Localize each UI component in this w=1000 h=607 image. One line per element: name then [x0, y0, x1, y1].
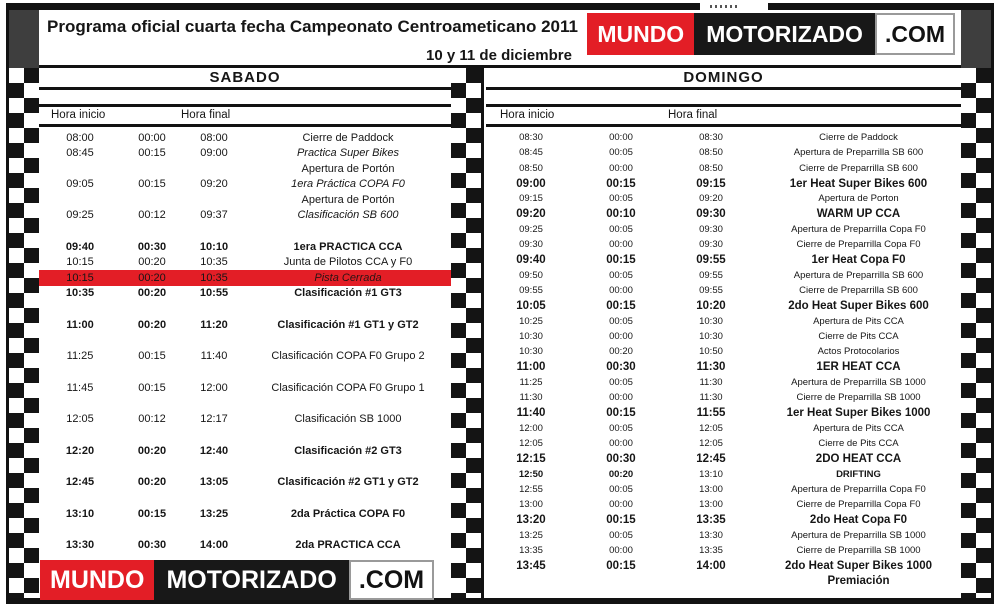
- start-time: 10:15: [66, 271, 94, 284]
- start-time: 10:30: [519, 346, 543, 358]
- duration: 00:05: [609, 376, 633, 388]
- duration: 00:20: [138, 256, 166, 269]
- end-time: 09:55: [699, 285, 723, 297]
- mundo-motorizado-logo-bottom: [40, 560, 434, 600]
- schedule-row: [39, 443, 451, 459]
- schedule-row: [39, 475, 451, 491]
- end-time: 09:37: [200, 209, 228, 222]
- activity: Premiación: [827, 575, 890, 588]
- activity: Clasificación SB 600: [297, 209, 399, 222]
- schedule-row: [39, 177, 451, 193]
- activity: 1era Práctica COPA F0: [291, 178, 405, 191]
- schedule-row: [486, 268, 961, 283]
- activity: Cierre de Pits CCA: [818, 438, 899, 450]
- schedule-row: [486, 512, 961, 527]
- schedule-row: [39, 349, 451, 365]
- activity: 1era PRACTICA CCA: [293, 240, 403, 253]
- activity: 1er Heat Super Bikes 600: [789, 177, 928, 190]
- schedule-row: [486, 222, 961, 237]
- end-time: 10:30: [699, 331, 723, 342]
- duration: 00:00: [609, 285, 633, 297]
- schedule-row: [486, 528, 961, 543]
- activity: Cierre de Paddock: [302, 131, 394, 144]
- checkered-border-middle: [451, 68, 481, 598]
- duration: 00:12: [138, 209, 166, 222]
- duration: 00:15: [138, 381, 166, 394]
- duration: 00:00: [609, 499, 633, 511]
- schedule-row: [486, 145, 961, 160]
- logo-mundo: MUNDO: [40, 560, 154, 600]
- activity: Cierre de Preparrilla SB 1000: [796, 545, 921, 557]
- activity: Apertura de Portón: [301, 193, 395, 206]
- activity: Clasificación SB 1000: [294, 413, 402, 426]
- start-time: 13:20: [516, 514, 546, 527]
- activity: Practica Super Bikes: [296, 147, 400, 160]
- start-time: 10:25: [519, 315, 543, 327]
- schedule-row: [486, 344, 961, 359]
- duration: 00:15: [606, 514, 636, 527]
- checkered-pattern: [9, 68, 39, 598]
- duration: 00:00: [609, 331, 633, 342]
- activity: Apertura de Preparrilla SB 1000: [791, 376, 926, 388]
- duration: 00:30: [606, 452, 636, 465]
- start-time: 11:00: [66, 318, 94, 331]
- duration: 00:20: [609, 346, 633, 358]
- end-time: 13:05: [199, 476, 229, 489]
- schedule-row: [39, 380, 451, 396]
- end-time: 12:40: [199, 444, 229, 457]
- schedule-row: [486, 130, 961, 145]
- start-time: 08:45: [519, 147, 543, 159]
- activity: Apertura de Pits CCA: [813, 315, 904, 327]
- schedule-row: [39, 208, 451, 224]
- start-time: 09:25: [66, 209, 94, 222]
- duration: 00:15: [606, 299, 636, 312]
- start-time: 12:05: [519, 438, 543, 450]
- activity: Apertura de Pits CCA: [813, 422, 904, 434]
- start-time: 13:00: [519, 499, 543, 511]
- end-time: 09:20: [200, 178, 228, 191]
- logo-mundo: MUNDO: [587, 13, 694, 55]
- schedule-row: [39, 130, 451, 146]
- activity: 2DO HEAT CCA: [815, 452, 902, 465]
- schedule-row: [39, 286, 451, 302]
- activity: WARM UP CCA: [816, 208, 901, 221]
- schedule-row: [486, 482, 961, 497]
- activity: Cierre de Paddock: [819, 132, 898, 144]
- top-edge-notch: [700, 3, 768, 10]
- duration: 00:15: [138, 147, 166, 160]
- schedule-row: [39, 146, 451, 162]
- schedule-row: [486, 206, 961, 221]
- logo-com: .COM: [349, 560, 434, 600]
- checkered-border-left: [9, 10, 39, 598]
- schedule-row: [39, 270, 451, 286]
- end-time: 12:17: [200, 413, 228, 426]
- schedule-row: [39, 412, 451, 428]
- duration: 00:30: [137, 240, 167, 253]
- schedule-row: [486, 390, 961, 405]
- start-time: 13:25: [519, 529, 543, 541]
- schedule-row: [486, 191, 961, 206]
- activity: Clasificación #1 GT1 y GT2: [277, 318, 419, 331]
- duration: 00:00: [609, 438, 633, 450]
- event-date: 10 y 11 de diciembre: [426, 47, 572, 64]
- start-time: 13:30: [65, 539, 95, 552]
- schedule-row: [486, 161, 961, 176]
- start-time: 09:15: [519, 193, 543, 205]
- schedule-row: [39, 161, 451, 177]
- end-time: 12:05: [699, 422, 723, 434]
- schedule-row: [486, 558, 961, 573]
- end-time: 08:30: [699, 132, 723, 144]
- start-time: 11:30: [519, 392, 543, 404]
- checkered-border-right: [961, 10, 991, 598]
- start-time: 09:05: [66, 178, 94, 191]
- duration: 00:15: [137, 507, 167, 520]
- middle-divider-line: [481, 68, 484, 598]
- start-time: 12:50: [518, 468, 544, 480]
- end-time: 08:00: [200, 131, 228, 144]
- end-time: 10:35: [200, 256, 228, 269]
- duration: 00:15: [606, 254, 636, 267]
- duration: 00:12: [138, 413, 166, 426]
- start-time: 12:05: [66, 413, 94, 426]
- activity: Apertura de Preparrilla Copa F0: [791, 483, 926, 495]
- duration: 00:20: [608, 468, 634, 480]
- saturday-column-headers: [39, 104, 451, 127]
- duration: 00:05: [609, 529, 633, 541]
- end-time: 10:10: [199, 240, 229, 253]
- start-time: 10:15: [66, 256, 94, 269]
- start-time: 11:40: [516, 406, 546, 419]
- schedule-row: [486, 451, 961, 466]
- start-time: 10:05: [516, 299, 546, 312]
- activity: Apertura de Portón: [301, 162, 395, 175]
- end-time: 12:05: [699, 438, 723, 450]
- activity: Cierre de Preparrilla SB 600: [799, 162, 918, 174]
- sunday-schedule: [486, 130, 961, 589]
- activity: 2do Heat Copa F0: [809, 514, 908, 527]
- end-time: 11:20: [200, 318, 228, 331]
- hora-inicio-label: Hora inicio: [500, 109, 555, 121]
- duration: 00:20: [137, 476, 167, 489]
- schedule-row: [486, 421, 961, 436]
- start-time: 08:45: [66, 147, 94, 160]
- hora-final-label: Hora final: [181, 109, 231, 121]
- schedule-row: [39, 192, 451, 208]
- end-time: 10:50: [699, 346, 723, 358]
- end-time: 10:30: [699, 315, 723, 327]
- end-time: 13:30: [699, 529, 723, 541]
- duration: 00:00: [609, 239, 633, 251]
- schedule-row: [39, 538, 451, 554]
- activity: 2do Heat Super Bikes 600: [788, 299, 929, 312]
- start-time: 09:55: [519, 285, 543, 297]
- schedule-row: [486, 497, 961, 512]
- start-time: 09:25: [519, 223, 543, 235]
- end-time: 08:50: [699, 162, 723, 174]
- duration: 00:10: [606, 208, 636, 221]
- start-time: 11:00: [516, 361, 546, 374]
- duration: 00:05: [609, 193, 633, 205]
- schedule-row: [486, 298, 961, 313]
- schedule-row: [486, 283, 961, 298]
- activity: 1er Heat Super Bikes 1000: [786, 406, 931, 419]
- activity: Clasificación #2 GT3: [294, 444, 402, 457]
- saturday-panel: [39, 68, 451, 553]
- end-time: 14:00: [199, 539, 229, 552]
- end-time: 13:25: [199, 507, 229, 520]
- start-time: 10:35: [65, 287, 95, 300]
- end-time: 09:55: [699, 269, 723, 281]
- schedule-row: [486, 543, 961, 558]
- duration: 00:00: [138, 131, 166, 144]
- start-time: 13:45: [516, 559, 546, 572]
- start-time: 11:25: [519, 376, 543, 388]
- end-time: 13:35: [699, 545, 723, 557]
- duration: 00:00: [609, 162, 633, 174]
- sunday-column-headers: [486, 104, 961, 127]
- duration: 00:15: [138, 350, 166, 363]
- end-time: 10:35: [200, 271, 228, 284]
- start-time: 13:35: [519, 545, 543, 557]
- schedule-row: [486, 405, 961, 420]
- activity: Apertura de Preparrilla Copa F0: [791, 223, 926, 235]
- activity: Cierre de Pits CCA: [818, 331, 899, 342]
- logo-com: .COM: [875, 13, 955, 55]
- start-time: 09:30: [519, 239, 543, 251]
- corner-block-right: [961, 10, 991, 68]
- activity: Apertura de Preparrilla SB 1000: [791, 529, 926, 541]
- end-time: 11:30: [699, 392, 723, 404]
- activity: Apertura de Preparrilla SB 600: [793, 269, 924, 281]
- start-time: 12:55: [519, 483, 543, 495]
- schedule-row: [486, 176, 961, 191]
- duration: 00:00: [609, 545, 633, 557]
- activity: Pista Cerrada: [314, 271, 382, 284]
- corner-block-left: [9, 10, 39, 68]
- saturday-schedule: [39, 130, 451, 553]
- duration: 00:20: [137, 318, 167, 331]
- activity: Clasificación #1 GT3: [294, 287, 402, 300]
- start-time: 13:10: [65, 507, 95, 520]
- logo-motorizado: MOTORIZADO: [694, 13, 875, 55]
- hora-final-label: Hora final: [668, 109, 718, 121]
- start-time: 09:20: [516, 208, 546, 221]
- end-time: 09:55: [696, 254, 726, 267]
- end-time: 10:20: [696, 299, 726, 312]
- end-time: 13:00: [699, 483, 723, 495]
- sunday-header: DOMINGO: [486, 68, 961, 90]
- sunday-panel: [486, 68, 961, 589]
- end-time: 11:40: [200, 350, 228, 363]
- schedule-row: [39, 255, 451, 271]
- document-title: Programa oficial cuarta fecha Campeonato Centroameticano 2011: [47, 17, 578, 36]
- start-time: 12:45: [65, 476, 95, 489]
- schedule-row: [486, 467, 961, 482]
- schedule-row: [39, 317, 451, 333]
- schedule-row: [486, 252, 961, 267]
- end-time: 11:30: [696, 361, 726, 374]
- end-time: 11:55: [696, 406, 726, 419]
- end-time: 09:30: [699, 223, 723, 235]
- saturday-header: SABADO: [39, 68, 451, 90]
- schedule-row: [486, 237, 961, 252]
- activity: Junta de Pilotos CCA y F0: [283, 256, 413, 269]
- end-time: 13:00: [699, 499, 723, 511]
- duration: 00:30: [606, 361, 636, 374]
- activity: Clasificación COPA F0 Grupo 2: [271, 350, 425, 363]
- schedule-row: [486, 375, 961, 390]
- start-time: 12:15: [516, 452, 546, 465]
- end-time: 09:00: [200, 147, 228, 160]
- duration: 00:05: [609, 422, 633, 434]
- activity: 2do Heat Super Bikes 1000: [784, 559, 932, 572]
- start-time: 12:00: [519, 422, 543, 434]
- activity: Cierre de Preparrilla SB 1000: [796, 392, 921, 404]
- duration: 00:20: [137, 287, 167, 300]
- activity: 2da Práctica COPA F0: [290, 507, 406, 520]
- schedule-row: [486, 329, 961, 344]
- duration: 00:15: [606, 177, 636, 190]
- activity: 2da PRACTICA CCA: [295, 539, 401, 552]
- activity: Clasificación COPA F0 Grupo 1: [271, 381, 425, 394]
- duration: 00:00: [609, 392, 633, 404]
- end-time: 09:20: [699, 193, 723, 205]
- end-time: 13:35: [696, 514, 726, 527]
- activity: DRIFTING: [836, 468, 881, 480]
- start-time: 09:50: [519, 269, 543, 281]
- end-time: 11:30: [699, 376, 723, 388]
- start-time: 12:20: [65, 444, 95, 457]
- start-time: 08:30: [519, 132, 543, 144]
- logo-motorizado: MOTORIZADO: [154, 560, 348, 600]
- end-time: 09:30: [699, 239, 723, 251]
- duration: 00:15: [606, 406, 636, 419]
- schedule-row: [486, 436, 961, 451]
- end-time: 09:30: [696, 208, 726, 221]
- document-header: [39, 10, 961, 68]
- duration: 00:00: [609, 132, 633, 144]
- schedule-row: [486, 574, 961, 589]
- start-time: 11:45: [66, 381, 94, 394]
- duration: 00:05: [609, 483, 633, 495]
- duration: 00:30: [137, 539, 167, 552]
- end-time: 12:00: [200, 381, 228, 394]
- start-time: 10:30: [519, 331, 543, 342]
- duration: 00:20: [138, 271, 166, 284]
- start-time: 08:50: [519, 162, 543, 174]
- activity: Clasificación #2 GT1 y GT2: [277, 476, 419, 489]
- duration: 00:05: [609, 147, 633, 159]
- start-time: 09:00: [516, 177, 546, 190]
- end-time: 10:55: [199, 287, 229, 300]
- end-time: 08:50: [699, 147, 723, 159]
- mundo-motorizado-logo-top: [587, 13, 955, 55]
- end-time: 14:00: [696, 559, 726, 572]
- activity: 1er Heat Copa F0: [811, 254, 906, 267]
- start-time: 11:25: [66, 350, 94, 363]
- checkered-pattern: [961, 68, 991, 598]
- schedule-row: [486, 314, 961, 329]
- schedule-row: [39, 239, 451, 255]
- start-time: 08:00: [66, 131, 94, 144]
- activity: Cierre de Preparrilla Copa F0: [796, 239, 921, 251]
- duration: 00:05: [609, 269, 633, 281]
- activity: Actos Protocolarios: [817, 346, 900, 358]
- start-time: 09:40: [516, 254, 546, 267]
- activity: 1ER HEAT CCA: [816, 361, 901, 374]
- activity: Cierre de Preparrilla SB 600: [799, 285, 918, 297]
- end-time: 12:45: [696, 452, 726, 465]
- start-time: 09:40: [65, 240, 95, 253]
- duration: 00:05: [609, 223, 633, 235]
- activity: Cierre de Preparrilla Copa F0: [796, 499, 921, 511]
- activity: Apertura de Porton: [818, 193, 899, 205]
- duration: 00:05: [609, 315, 633, 327]
- duration: 00:20: [137, 444, 167, 457]
- duration: 00:15: [138, 178, 166, 191]
- end-time: 13:10: [699, 468, 723, 480]
- schedule-row: [39, 506, 451, 522]
- duration: 00:15: [606, 559, 636, 572]
- hora-inicio-label: Hora inicio: [51, 109, 106, 121]
- activity: Apertura de Preparrilla SB 600: [793, 147, 924, 159]
- end-time: 09:15: [696, 177, 726, 190]
- schedule-row: [486, 359, 961, 374]
